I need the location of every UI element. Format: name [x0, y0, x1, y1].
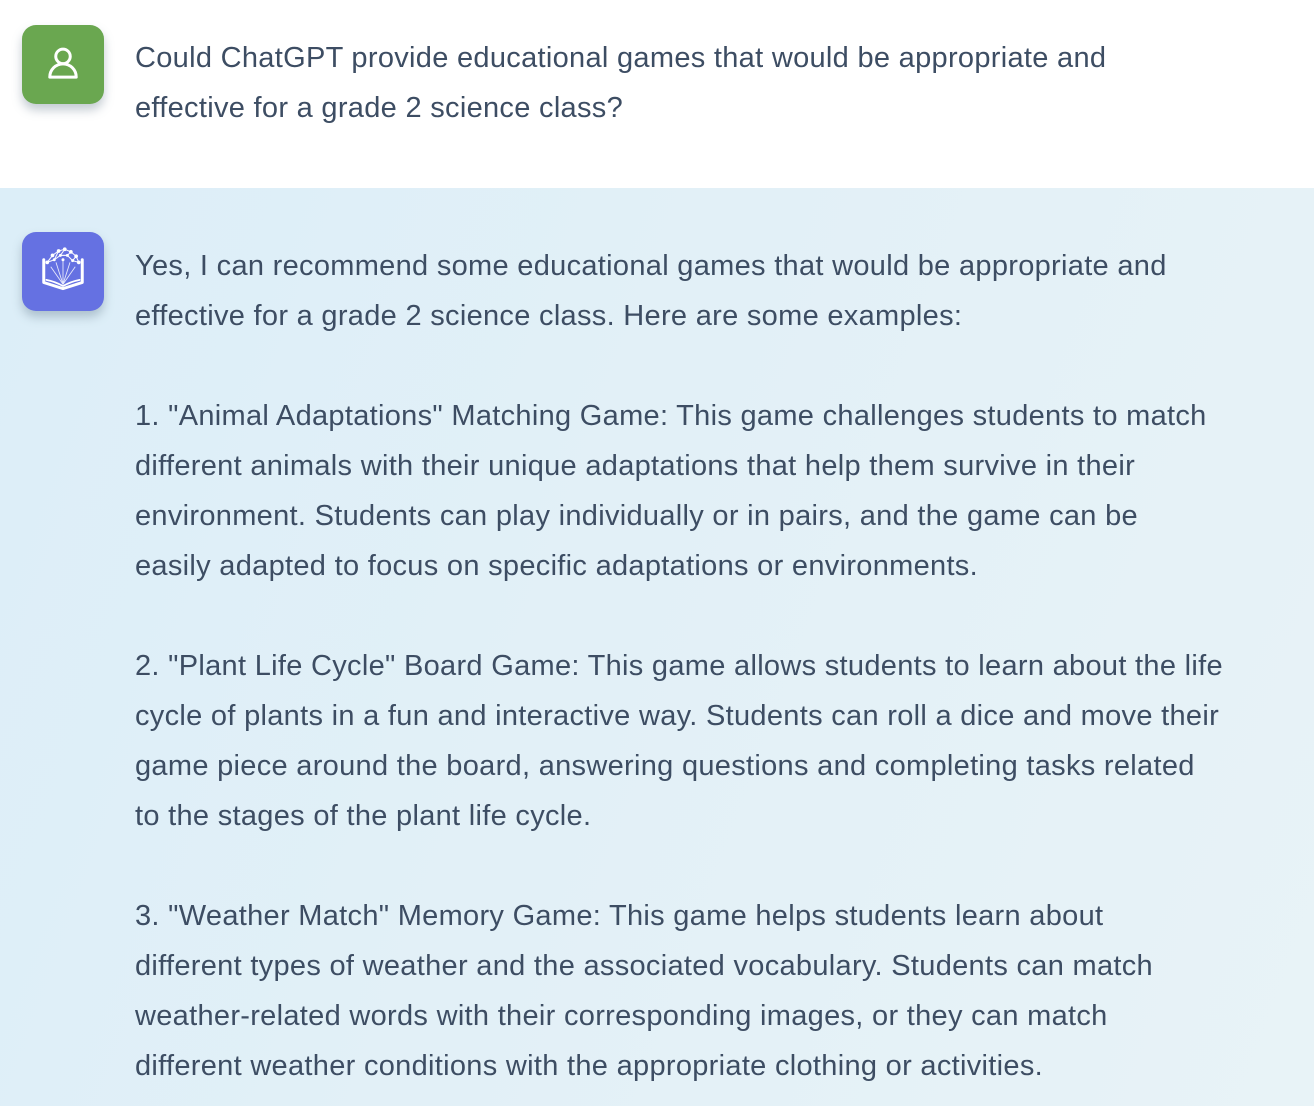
message-line: different types of weather and the associated vocabulary. Students can match: [135, 950, 1153, 982]
user-message-text: [135, 33, 1274, 133]
message-line: different weather conditions with the appropriate clothing or activities.: [135, 1050, 1043, 1082]
user-avatar: [22, 25, 104, 104]
message-line: 3. "Weather Match" Memory Game: This game helps students learn about: [135, 900, 1104, 932]
assistant-message-text: [135, 241, 1274, 1091]
message-line: Could ChatGPT provide educational games that would be appropriate and: [135, 42, 1107, 74]
message-line: 2. "Plant Life Cycle" Board Game: This game allows students to learn about the life: [135, 650, 1223, 682]
message-line: weather-related words with their corresponding images, or they can match: [135, 1000, 1108, 1032]
message-line: cycle of plants in a fun and interactive way. Students can roll a dice and move their: [135, 700, 1220, 732]
message-line: game piece around the board, answering questions and completing tasks related: [135, 750, 1195, 782]
message-line: different animals with their unique adaptations that help them survive in their: [135, 450, 1136, 482]
book-network-icon: [35, 244, 91, 300]
person-icon: [40, 42, 86, 88]
assistant-paragraph: [135, 241, 1274, 341]
message-line: to the stages of the plant life cycle.: [135, 800, 592, 832]
message-line: easily adapted to focus on specific adaptations or environments.: [135, 550, 978, 582]
message-line: Yes, I can recommend some educational games that would be appropriate and: [135, 250, 1167, 282]
message-line: 1. "Animal Adaptations" Matching Game: This game challenges students to match: [135, 400, 1207, 432]
assistant-paragraph: [135, 641, 1274, 841]
message-line: effective for a grade 2 science class. Here are some examples:: [135, 300, 963, 332]
assistant-message: [0, 188, 1314, 1106]
message-line: effective for a grade 2 science class?: [135, 92, 624, 124]
message-line: environment. Students can play individually or in pairs, and the game can be: [135, 500, 1138, 532]
user-message: [0, 0, 1314, 188]
assistant-avatar: [22, 232, 104, 311]
assistant-paragraph: [135, 891, 1274, 1091]
assistant-paragraph: [135, 391, 1274, 591]
